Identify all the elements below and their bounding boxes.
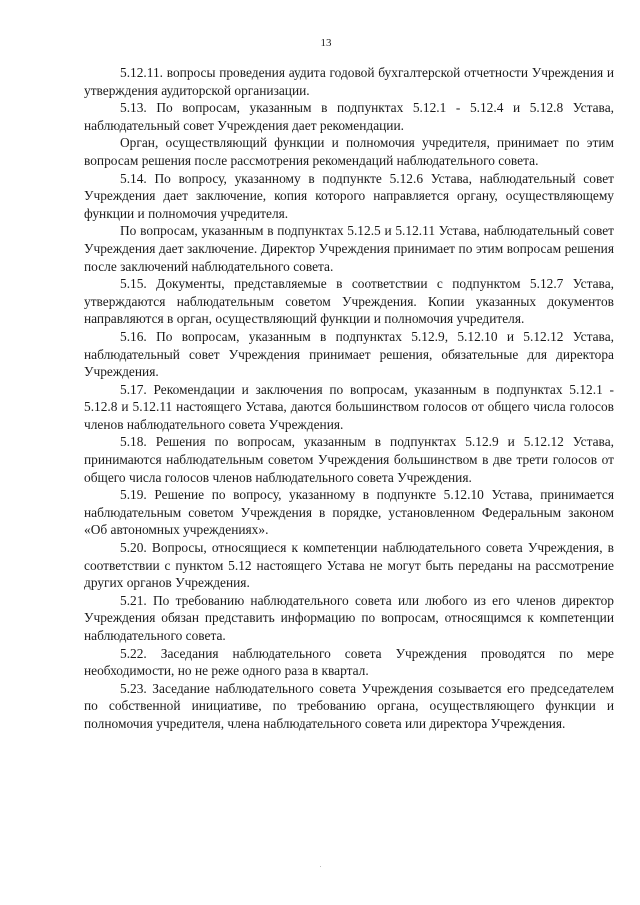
- paragraph-5-13-continued: Орган, осуществляющий функции и полномочия учредителя, принимает по этим вопросам решения после рассмотрения рекомендаций наблюдательного совета.: [84, 135, 614, 168]
- paragraph-5-23: 5.23. Заседание наблюдательного совета Учреждения созывается его председателем по собственной инициативе, по требованию органа, осуществляющего функции и полномочия учредителя, члена наблюдательного совета или директора Учреждения.: [84, 680, 614, 731]
- paragraph-5-20: 5.20. Вопросы, относящиеся к компетенции наблюдательного совета Учреждения, в соответствии с пунктом 5.12 настоящего Устава не могут быть переданы на рассмотрение других органов Учреждения.: [84, 540, 614, 591]
- paragraph-5-22: 5.22. Заседания наблюдательного совета Учреждения проводятся по мере необходимости, но не реже одного раза в квартал.: [84, 645, 614, 679]
- paragraph-5-18: 5.18. Решения по вопросам, указанным в подпунктах 5.12.9 и 5.12.12 Устава, принимаются наблюдательным советом Учреждения большинством в две трети голосов от общего числа голосов членов наблюдательного совета Учреждения.: [84, 434, 614, 485]
- paragraph-5-14: 5.14. По вопросу, указанному в подпункте 5.12.6 Устава, наблюдательный совет Учреждения дает заключение, копия которого направляется органу, осуществляющему функции и полномочия учредителя.: [84, 170, 614, 221]
- paragraph-5-15: 5.15. Документы, представляемые в соответствии с подпунктом 5.12.7 Устава, утверждаются наблюдательным советом Учреждения. Копии указанных документов направляются в орган, осуществляющий функции и полномочия учредителя.: [84, 276, 614, 327]
- paragraph-5-17: 5.17. Рекомендации и заключения по вопросам, указанным в подпунктах 5.12.1 - 5.12.8 и 5.12.11 настоящего Устава, даются большинством голосов от общего числа голосов членов наблюдательного совета Учреждения.: [84, 381, 614, 432]
- scan-speck: [320, 866, 321, 867]
- paragraph-5-16: 5.16. По вопросам, указанным в подпунктах 5.12.9, 5.12.10 и 5.12.12 Устава, наблюдательный совет Учреждения принимает решения, обязательные для директора Учреждения.: [84, 328, 614, 380]
- paragraph-5-14-continued: По вопросам, указанным в подпунктах 5.12.5 и 5.12.11 Устава, наблюдательный совет Учреждения дает заключение. Директор Учреждения принимает по этим вопросам решения после заключений наблюдательного совета.: [84, 223, 614, 274]
- document-body: [84, 64, 614, 733]
- paragraph-5-21: 5.21. По требованию наблюдательного совета или любого из его членов директор Учреждения обязан представить информацию по вопросам, относящимся к компетенции наблюдательного совета.: [84, 592, 614, 643]
- page-number: 13: [320, 37, 332, 49]
- paragraph-5-12-11: 5.12.11. вопросы проведения аудита годовой бухгалтерской отчетности Учреждения и утверждения аудиторской организации.: [84, 65, 614, 98]
- paragraph-5-19: 5.19. Решение по вопросу, указанному в подпункте 5.12.10 Устава, принимается наблюдательным советом Учреждения в порядке, установленном Федеральным законом «Об автономных учреждениях».: [84, 487, 614, 538]
- paragraph-5-13: 5.13. По вопросам, указанным в подпунктах 5.12.1 - 5.12.4 и 5.12.8 Устава, наблюдательный совет Учреждения дает рекомендации.: [84, 100, 614, 133]
